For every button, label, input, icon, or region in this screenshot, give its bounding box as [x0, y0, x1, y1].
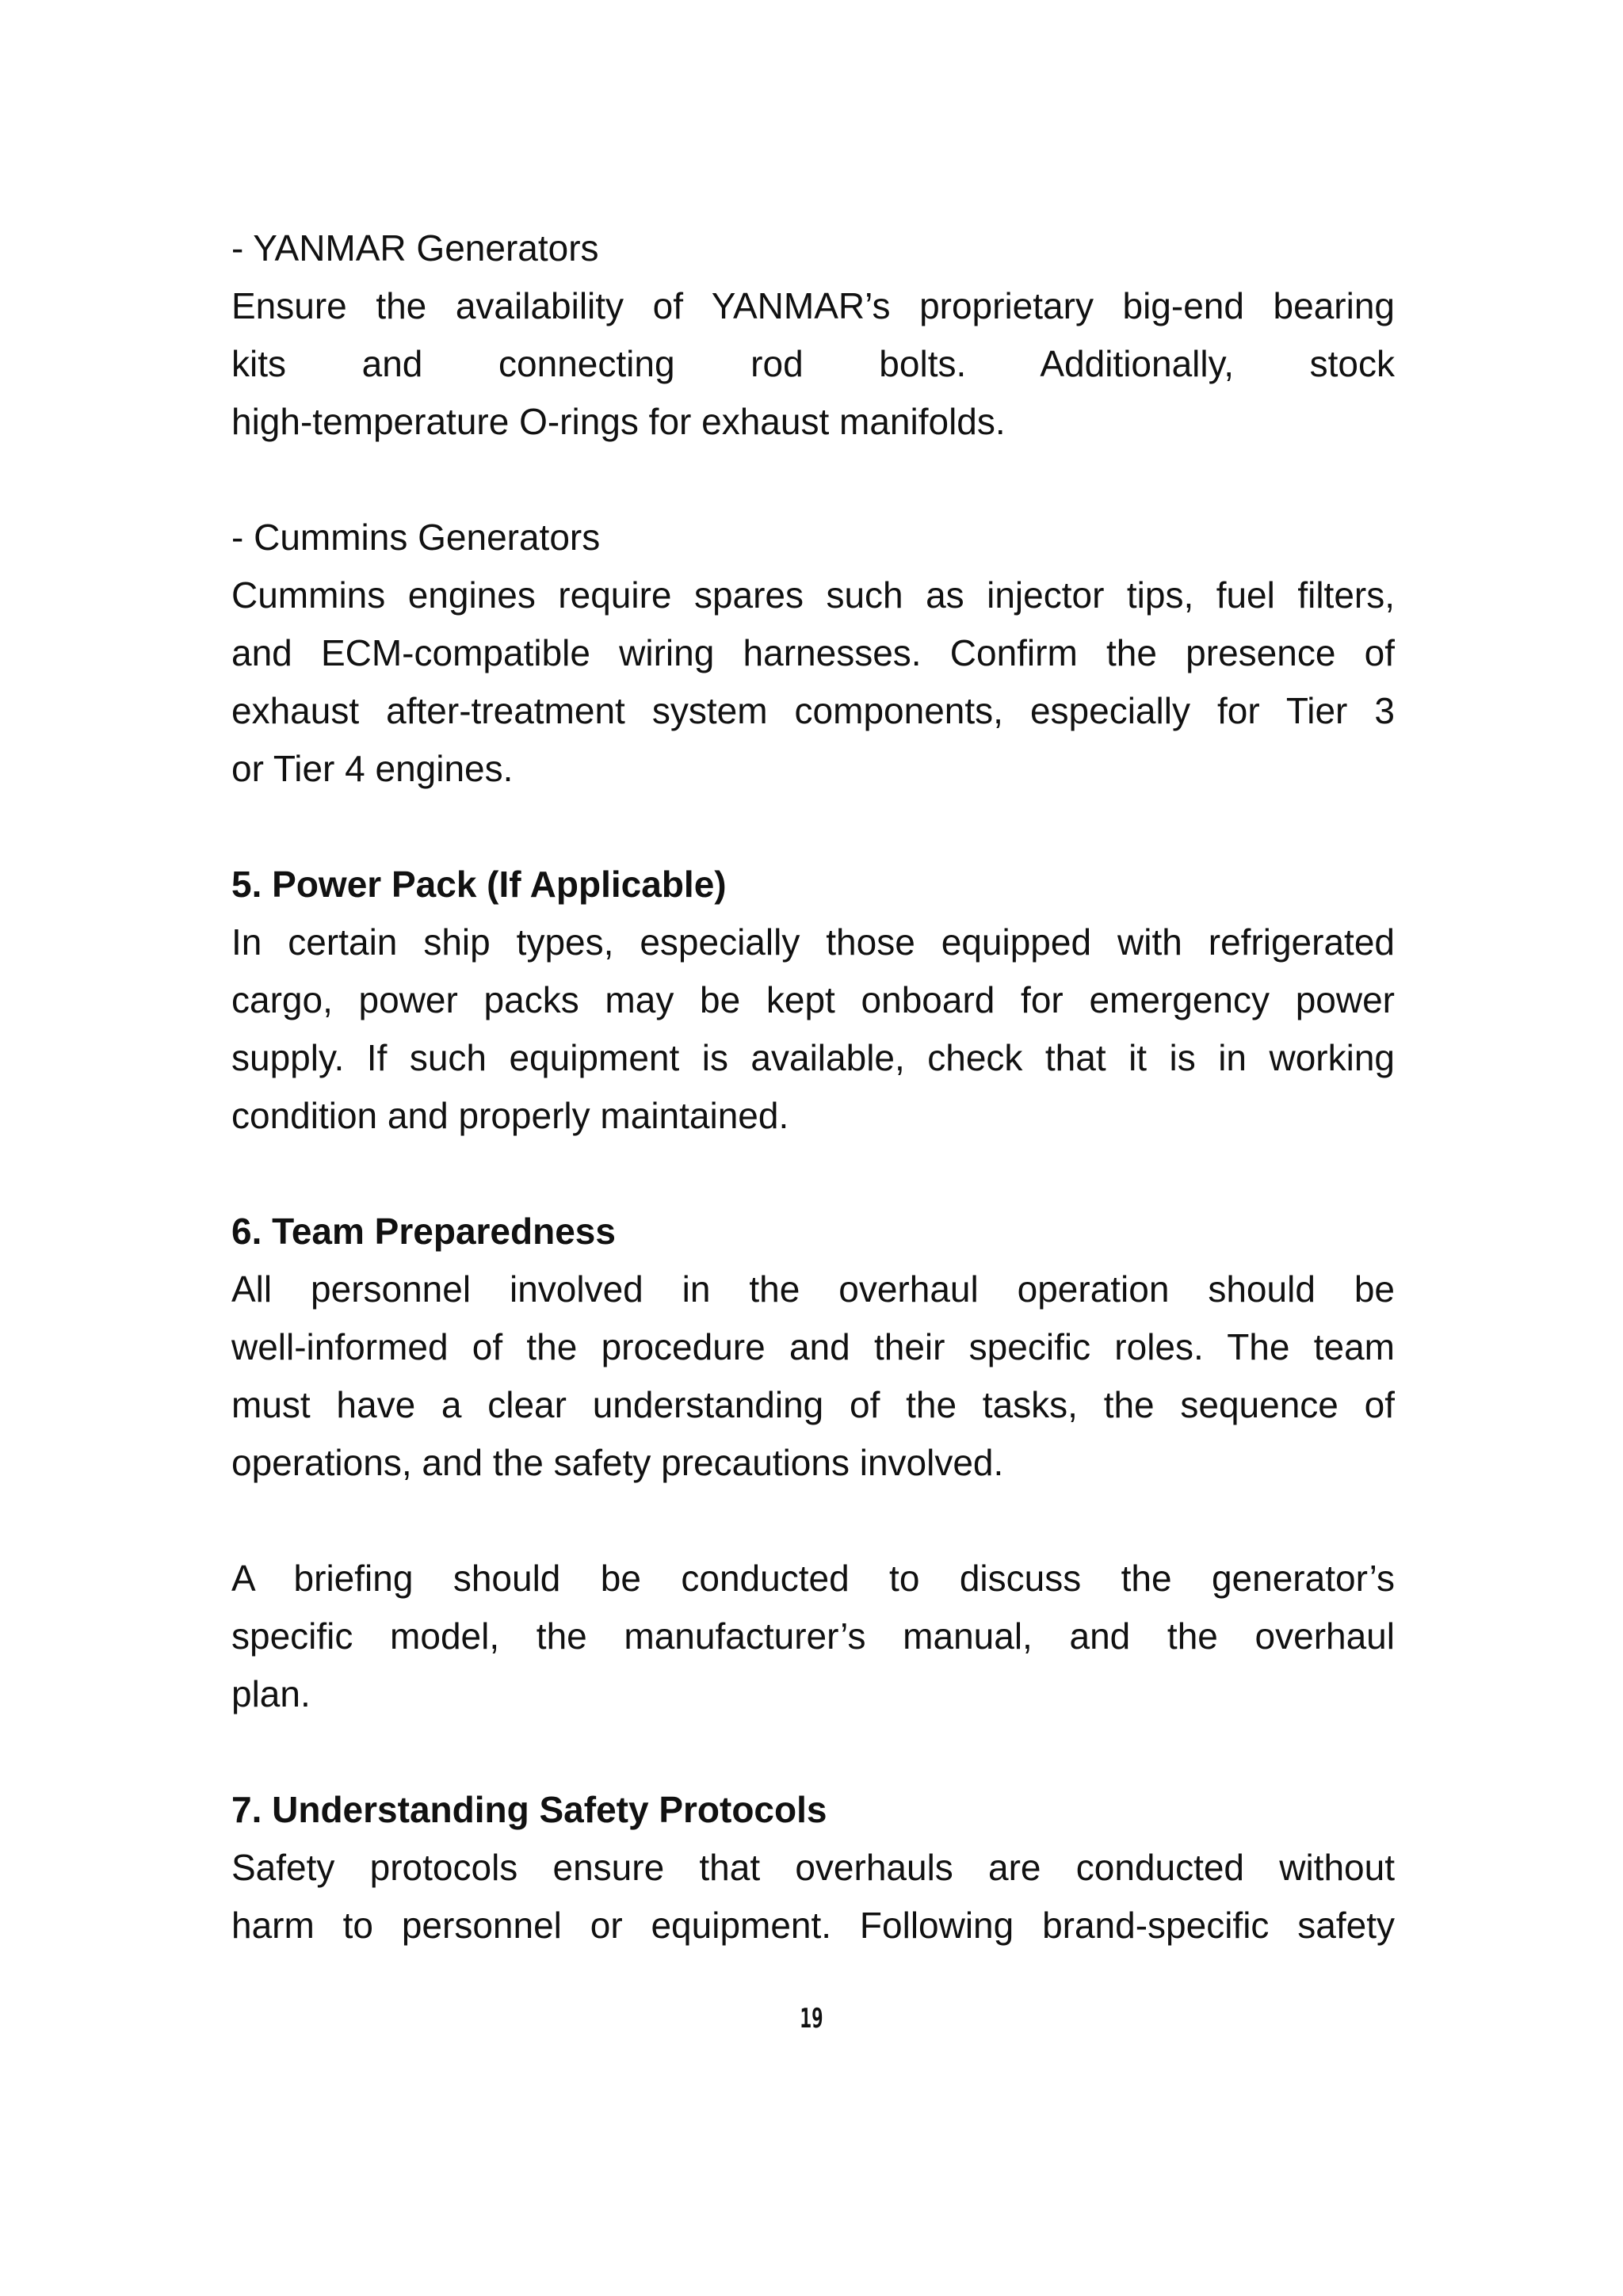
- text-line: specific model, the manufacturer’s manual, and the overhaul: [231, 1615, 1395, 1657]
- text-line: Ensure the availability of YANMAR’s proprietary big-end bearing: [231, 285, 1395, 326]
- page-number: 19: [800, 2003, 823, 2035]
- section-team-preparedness: [231, 1203, 1395, 1492]
- text-line: condition and properly maintained.: [231, 1095, 789, 1136]
- text-line: supply. If such equipment is available, check that it is in working: [231, 1037, 1395, 1078]
- text-line: operations, and the safety precautions involved.: [231, 1442, 1004, 1483]
- section-heading: 6. Team Preparedness: [231, 1211, 616, 1252]
- paragraph-cummins-generators: [231, 509, 1395, 798]
- text-line: and ECM-compatible wiring harnesses. Confirm the presence of: [231, 632, 1395, 673]
- paragraph-briefing: [231, 1550, 1395, 1723]
- text-line: A briefing should be conducted to discuss the generator’s: [231, 1558, 1395, 1599]
- section-safety-protocols: [231, 1781, 1395, 1955]
- subheading-yanmar-generators: - YANMAR Generators: [231, 227, 599, 269]
- section-power-pack: [231, 856, 1395, 1145]
- section-heading: 5. Power Pack (If Applicable): [231, 864, 727, 905]
- paragraph-gap: [231, 451, 1395, 509]
- text-line: high-temperature O-rings for exhaust manifolds.: [231, 401, 1006, 442]
- text-line: or Tier 4 engines.: [231, 748, 514, 789]
- subheading-cummins-generators: - Cummins Generators: [231, 517, 601, 558]
- text-line: Cummins engines require spares such as injector tips, fuel filters,: [231, 574, 1395, 616]
- text-line: exhaust after-treatment system components, especially for Tier 3: [231, 690, 1395, 731]
- text-line: well-informed of the procedure and their specific roles. The team: [231, 1326, 1395, 1367]
- text-line: must have a clear understanding of the tasks, the sequence of: [231, 1384, 1395, 1425]
- text-line: In certain ship types, especially those equipped with refrigerated: [231, 921, 1395, 963]
- text-line: kits and connecting rod bolts. Additionally, stock: [231, 343, 1395, 384]
- text-line: cargo, power packs may be kept onboard for emergency power: [231, 979, 1395, 1020]
- page-content: [231, 219, 1395, 1955]
- text-line: harm to personnel or equipment. Following brand-specific safety: [231, 1905, 1395, 1946]
- paragraph-yanmar-generators: [231, 219, 1395, 451]
- text-line: Safety protocols ensure that overhauls are conducted without: [231, 1847, 1395, 1888]
- paragraph-gap: [231, 1492, 1395, 1550]
- paragraph-gap: [231, 1145, 1395, 1203]
- text-line: plan.: [231, 1673, 311, 1714]
- paragraph-gap: [231, 1723, 1395, 1781]
- paragraph-gap: [231, 798, 1395, 856]
- text-line: All personnel involved in the overhaul operation should be: [231, 1268, 1395, 1310]
- section-heading: 7. Understanding Safety Protocols: [231, 1789, 827, 1830]
